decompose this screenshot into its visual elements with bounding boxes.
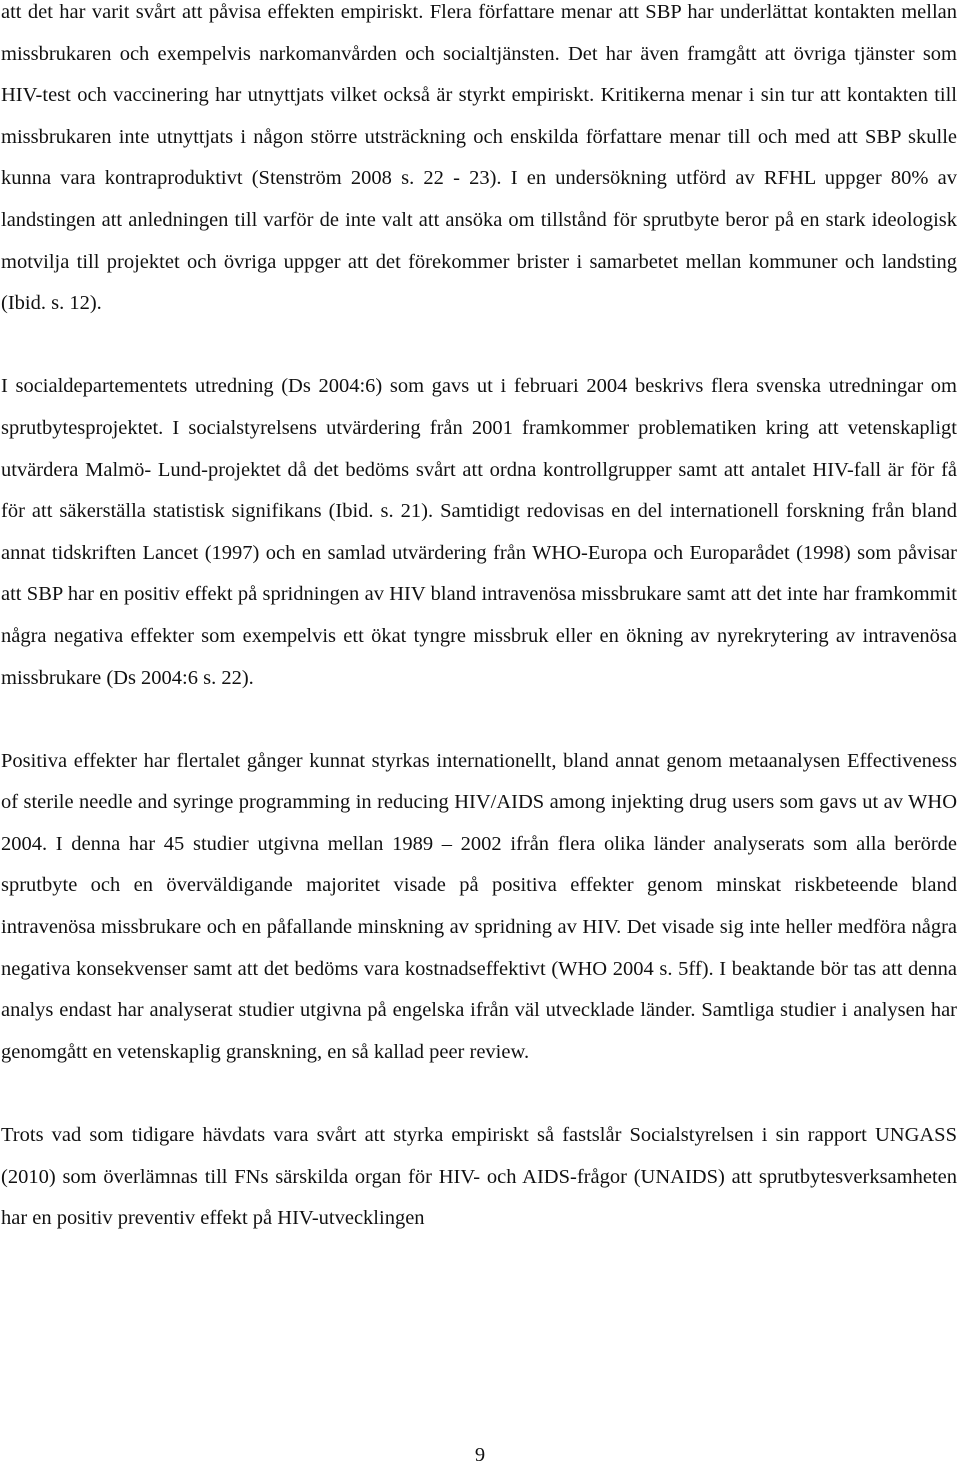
paragraph-social-department-report: I socialdepartementets utredning (Ds 2004:6) som gavs ut i februari 2004 beskrivs flera svenska utredningar om sprutbytesprojektet. I socialstyrelsens utvärdering från 2001 framkommer problematiken kring att vetenskapligt utvärdera Malmö- Lund-projektet då det bedöms svårt att ordna kontrollgrupper samt att antalet HIV-fall är för få för att säkerställa statistisk signifikans (Ibid. s. 21). Samtidigt redovisas en del internationell forskning från bland annat tidskriften Lancet (1997) och en samlad utvärdering från WHO-Europa och Europarådet (1998) som påvisar att SBP har en positiv effekt på spridningen av HIV bland intravenösa missbrukare samt att det inte har framkommit några negativa effekter som exempelvis ett ökat tyngre missbruk eller en ökning av nyrekrytering av intravenösa missbrukare (Ds 2004:6 s. 22). (1, 375, 957, 689)
body-text (1, 0, 957, 1240)
paragraph-empirical-effects: att det har varit svårt att påvisa effekten empiriskt. Flera författare menar att SBP har underlättat kontakten mellan missbrukaren och exempelvis narkomanvården och socialtjänsten. Det har även framgått att övriga tjänster som HIV-test och vaccinering har utnyttjats vilket också är styrkt empiriskt. Kritikerna menar i sin tur att kontakten till missbrukaren inte utnyttjats i någon större utsträckning och enskilda författare menar till och med att SBP skulle kunna vara kontraproduktivt (Stenström 2008 s. 22 - 23). I en undersökning utförd av RFHL uppger 80% av landstingen att anledningen till varför de inte valt att ansöka om tillstånd för sprutbyte beror på en stark ideologisk motvilja till projektet och övriga uppger att det förekommer brister i samarbetet mellan kommuner och landsting (Ibid. s. 12). (1, 1, 957, 315)
paragraph-international-effects: Positiva effekter har flertalet gånger kunnat styrkas internationellt, bland annat genom metaanalysen Effectiveness of sterile needle and syringe programming in reducing HIV/AIDS among injekting drug users som gavs ut av WHO 2004. I denna har 45 studier utgivna mellan 1989 – 2002 ifrån flera olika länder analyserats som alla berörde sprutbyte och en överväldigande majoritet visade på positiva effekter genom minskat riskbeteende bland intravenösa missbrukare och en påfallande minskning av spridning av HIV. Det visade sig inte heller medföra några negativa konsekvenser samt att det bedöms vara kostnadseffektivt (WHO 2004 s. 5ff). I beaktande bör tas att denna analys endast har analyserat studier utgivna på engelska ifrån väl utvecklade länder. Samtliga studier i analysen har genomgått en vetenskaplig granskning, en så kallad peer review. (1, 749, 957, 1063)
page-number: 9 (474, 1444, 486, 1466)
paragraph-socialstyrelsen-conclusion: Trots vad som tidigare hävdats vara svårt att styrka empiriskt så fastslår Socialstyrelsen i sin rapport UNGASS (2010) som överlämnas till FNs särskilda organ för HIV- och AIDS-frågor (UNAIDS) att sprutbytesverksamheten har en positiv preventiv effekt på HIV-utvecklingen (1, 1124, 957, 1230)
